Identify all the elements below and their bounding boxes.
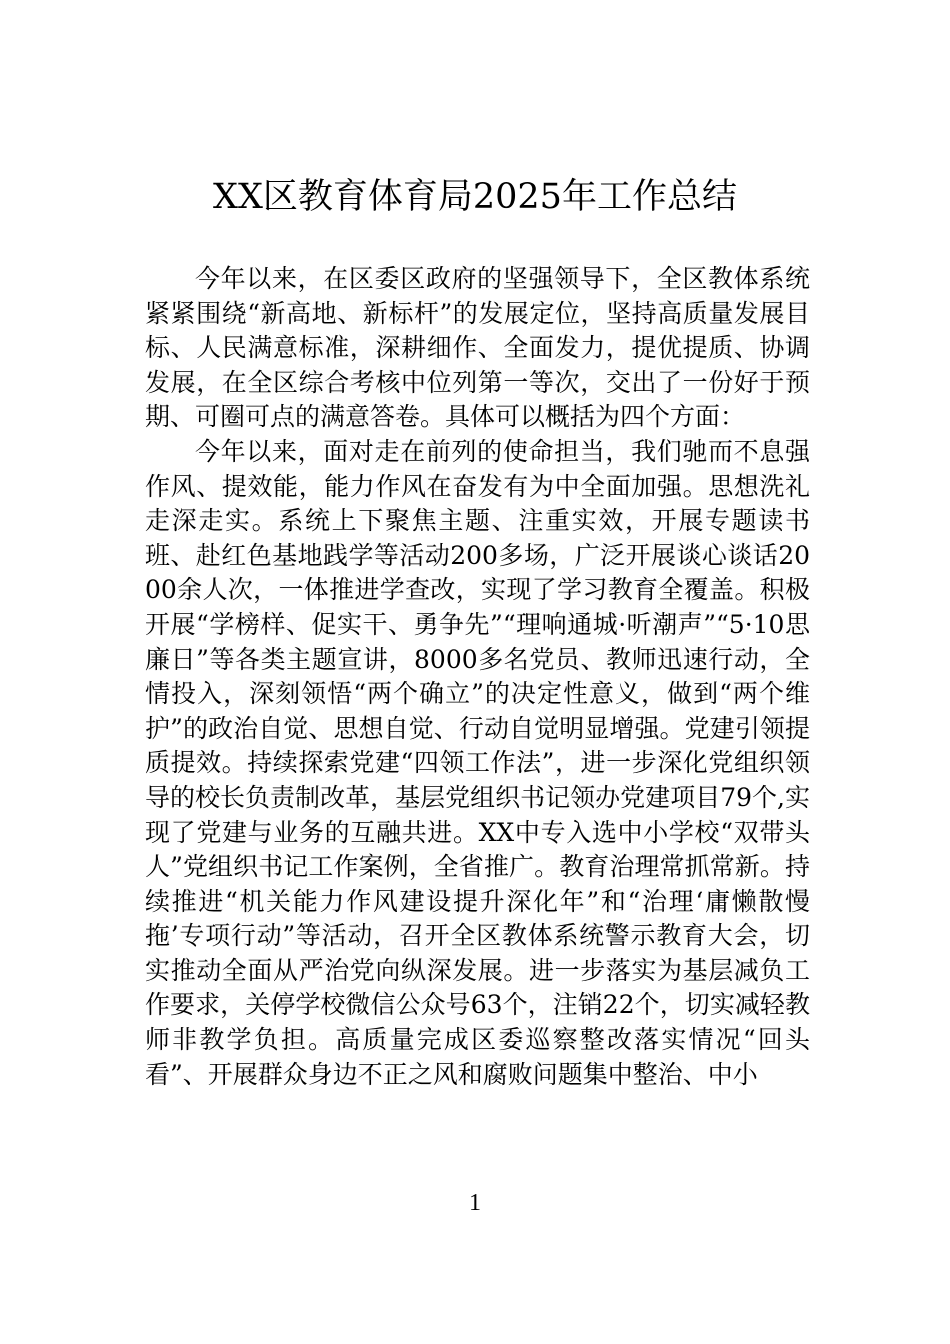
document-title: XX区教育体育局2025年工作总结 [213, 177, 737, 217]
paragraph-intro: 今年以来，在区委区政府的坚强领导下，全区教体系统紧紧围绕“新高地、新标杆”的发展定位，坚持高质量发展目标、人民满意标准，深耕细作、全面发力，提优提质、协调发展，在全区综合考核中位列第一等次，交出了一份好于预期、可圈可点的满意答卷。具体可以概括为四个方面： [145, 264, 810, 432]
document-body [145, 262, 810, 1092]
paragraph-work-style: 今年以来，面对走在前列的使命担当，我们驰而不息强作风、提效能，能力作风在奋发有为中全面加强。思想洗礼走深走实。系统上下聚焦主题、注重实效，开展专题读书班、赴红色基地践学等活动200多场，广泛开展谈心谈话2000余人次，一体推进学查改，实现了学习教育全覆盖。积极开展“学榜样、促实干、勇争先”“理响通城·听潮声”“5·10思廉日”等各类主题宣讲，8000多名党员、教师迅速行动，全情投入，深刻领悟“两个确立”的决定性意义，做到“两个维护”的政治自觉、思想自觉、行动自觉明显增强。党建引领提质提效。持续探索党建“四领工作法”，进一步深化党组织领导的校长负责制改革，基层党组织书记领办党建项目79个,实现了党建与业务的互融共进。XX中专入选中小学校“双带头人”党组织书记工作案例，全省推广。教育治理常抓常新。持续推进“机关能力作风建设提升深化年”和“治理‘庸懒散慢拖’专项行动”等活动，召开全区教体系统警示教育大会，切实推动全面从严治党向纵深发展。进一步落实为基层减负工作要求，关停学校微信公众号63个，注销22个，切实减轻教师非教学负担。高质量完成区委巡察整改落实情况“回头看”、开展群众身边不正之风和腐败问题集中整治、中小 [145, 436, 810, 1089]
page-number: 1 [469, 1190, 481, 1216]
